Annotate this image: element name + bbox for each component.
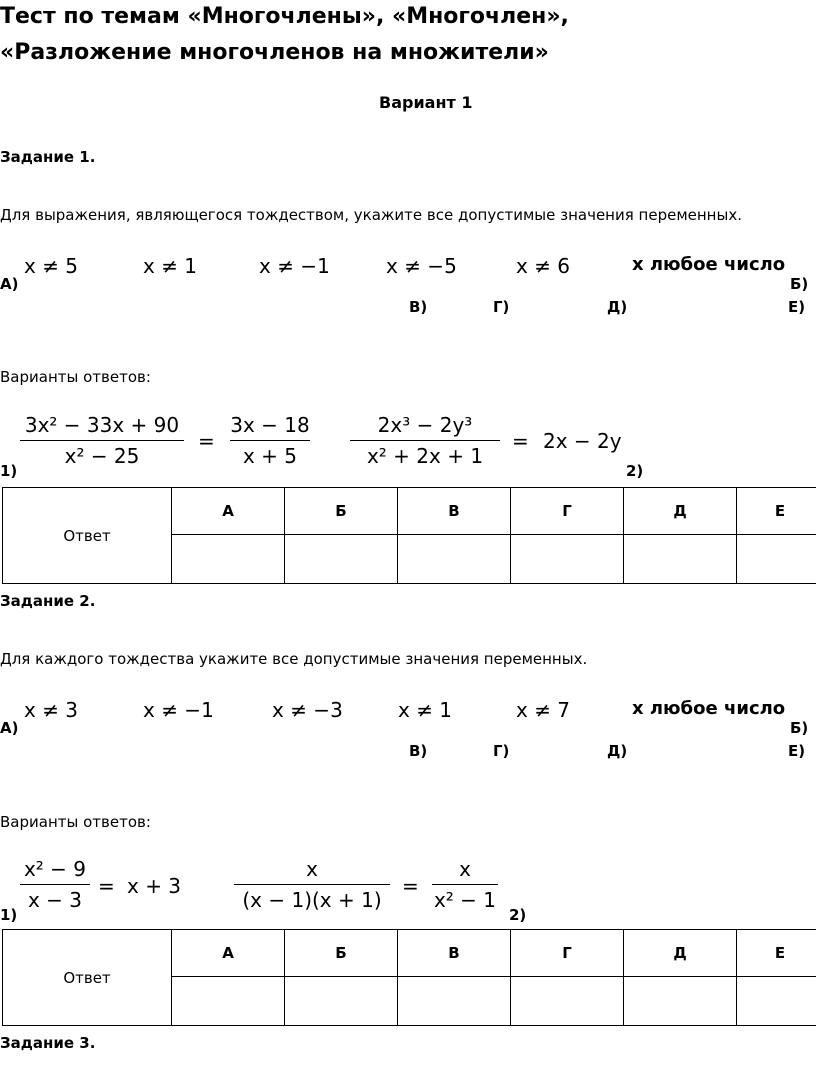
task1-label-e: Е) [788, 298, 806, 316]
task2-instruction: Для каждого тождества укажите все допустимые значения переменных. [0, 650, 588, 668]
task1-condition-d: x ≠ 6 [516, 254, 571, 278]
task2-expr1-lhs-fraction [20, 857, 90, 912]
task2-expr1-lhs-denominator: x − 3 [27, 888, 83, 912]
task2-expr2-equals: = [402, 874, 419, 898]
task1-expr2-lhs-denominator: x² + 2x + 1 [366, 444, 484, 468]
task2-label-v: В) [409, 742, 428, 760]
answer-cell-e[interactable] [737, 535, 816, 584]
column-header-e: Е [737, 488, 816, 535]
column-header-d: Д [624, 930, 737, 977]
task1-answers-label: Варианты ответов: [0, 368, 151, 386]
column-header-b: Б [285, 930, 398, 977]
task1-condition-e: x любое число [632, 254, 786, 275]
task2-label-e: Е) [788, 742, 806, 760]
task2-answer-table [2, 929, 816, 1026]
task1-label-d: Д) [607, 298, 628, 316]
task2-expr2-rhs-fraction [432, 857, 498, 912]
column-header-b: Б [285, 488, 398, 535]
answer-cell-a[interactable] [172, 977, 285, 1026]
page-title-line2: «Разложение многочленов на множители» [0, 40, 549, 65]
task2-expr2-lhs-fraction [234, 857, 390, 912]
task1-label-b: Б) [790, 275, 809, 293]
answer-cell-d[interactable] [624, 977, 737, 1026]
answer-cell-v[interactable] [398, 977, 511, 1026]
task3-heading: Задание 3. [0, 1034, 96, 1052]
task1-heading: Задание 1. [0, 148, 96, 166]
task2-expr2-rhs-numerator: x [459, 857, 471, 881]
task1-option1-label: 1) [0, 462, 18, 480]
task2-condition-e: x любое число [632, 698, 786, 719]
task2-expr1-equals: = [98, 874, 115, 898]
task1-label-a: А) [0, 275, 19, 293]
task1-option2-label: 2) [626, 462, 644, 480]
column-header-g: Г [511, 488, 624, 535]
column-header-g: Г [511, 930, 624, 977]
task1-condition-a: x ≠ 5 [24, 254, 79, 278]
task2-expr1-lhs-numerator: x² − 9 [23, 857, 87, 881]
task2-heading: Задание 2. [0, 592, 96, 610]
variant-label: Вариант 1 [379, 93, 473, 112]
task2-option1-label: 1) [0, 906, 18, 924]
task1-expr1-lhs-denominator: x² − 25 [64, 444, 140, 468]
task2-expr2-rhs-denominator: x² − 1 [433, 888, 497, 912]
page-title-line1: Тест по темам «Многочлены», «Многочлен», [0, 4, 569, 29]
answer-row-label: Ответ [3, 488, 172, 584]
column-header-e: Е [737, 930, 816, 977]
answer-cell-g[interactable] [511, 535, 624, 584]
task1-condition-b: x ≠ 1 [143, 254, 198, 278]
task2-condition-d: x ≠ 7 [516, 698, 571, 722]
task2-label-a: А) [0, 719, 19, 737]
task1-answer-table [2, 487, 816, 584]
task2-label-b: Б) [790, 719, 809, 737]
task2-option2-label: 2) [509, 906, 527, 924]
task2-condition-g: x ≠ 1 [398, 698, 453, 722]
task2-label-g: Г) [493, 742, 510, 760]
task1-expr1-equals: = [198, 429, 215, 453]
task1-label-g: Г) [493, 298, 510, 316]
task2-expr1-rhs: x + 3 [127, 874, 182, 898]
task2-label-d: Д) [607, 742, 628, 760]
column-header-v: В [398, 488, 511, 535]
column-header-d: Д [624, 488, 737, 535]
answer-cell-g[interactable] [511, 977, 624, 1026]
answer-row-label: Ответ [3, 930, 172, 1026]
task1-expr2-rhs: 2x − 2y [543, 429, 622, 453]
answer-cell-b[interactable] [285, 535, 398, 584]
task1-expr1-rhs-numerator: 3x − 18 [230, 413, 310, 437]
task2-expr2-lhs-denominator: (x − 1)(x + 1) [242, 888, 382, 912]
task1-label-v: В) [409, 298, 428, 316]
task1-expr1-rhs-fraction [230, 413, 310, 468]
task1-instruction: Для выражения, являющегося тождеством, укажите все допустимые значения переменных. [0, 206, 742, 224]
answer-cell-e[interactable] [737, 977, 816, 1026]
task1-condition-v: x ≠ −1 [259, 254, 330, 278]
task2-condition-v: x ≠ −3 [272, 698, 343, 722]
answer-cell-b[interactable] [285, 977, 398, 1026]
task2-answers-label: Варианты ответов: [0, 813, 151, 831]
task1-expr2-equals: = [512, 429, 529, 453]
column-header-a: А [172, 488, 285, 535]
task1-expr1-lhs-fraction [20, 413, 184, 468]
task1-expr1-rhs-denominator: x + 5 [242, 444, 298, 468]
task1-expr2-lhs-fraction [350, 413, 500, 468]
task2-condition-b: x ≠ −1 [143, 698, 214, 722]
column-header-v: В [398, 930, 511, 977]
answer-cell-v[interactable] [398, 535, 511, 584]
task2-condition-a: x ≠ 3 [24, 698, 79, 722]
task1-condition-g: x ≠ −5 [386, 254, 457, 278]
task2-expr2-lhs-numerator: x [306, 857, 318, 881]
answer-cell-a[interactable] [172, 535, 285, 584]
column-header-a: А [172, 930, 285, 977]
task1-expr2-lhs-numerator: 2x³ − 2y³ [377, 413, 473, 437]
task1-expr1-lhs-numerator: 3x² − 33x + 90 [24, 413, 180, 437]
answer-cell-d[interactable] [624, 535, 737, 584]
